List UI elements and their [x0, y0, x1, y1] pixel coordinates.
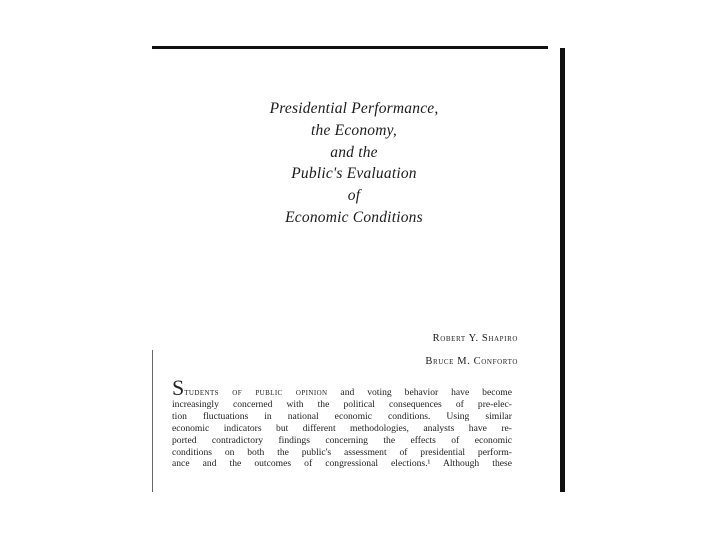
title-line-2: the Economy,: [311, 121, 397, 139]
author-1: Robert Y. Shapiro: [432, 333, 518, 344]
body-line-3: tion fluctuations in national economic conditions. Using similar: [172, 410, 512, 422]
lead-in-rest: and voting behavior have become: [327, 387, 512, 398]
title-line-4: Public's Evaluation: [291, 165, 417, 183]
body-line-1: [172, 375, 512, 400]
left-gutter-shadow: [152, 350, 153, 492]
author-list: [370, 327, 518, 373]
right-border-rule: [560, 48, 565, 492]
top-border-rule: [152, 46, 548, 49]
title-line-3: and the: [330, 143, 378, 161]
title-line-5: of: [347, 187, 361, 205]
article-title: [232, 98, 476, 229]
author-2: Bruce M. Conforto: [425, 356, 518, 367]
body-paragraph: [172, 375, 512, 470]
lead-in-smallcaps: tudents of public opinion: [184, 387, 328, 398]
title-line-1: Presidential Performance,: [269, 100, 439, 117]
body-line-2: increasingly concerned with the political consequences of pre-elec-: [172, 398, 512, 410]
body-line-6: conditions on both the public's assessment of presidential perform-: [172, 446, 512, 458]
body-line-7: ance and the outcomes of congressional elections.¹ Although these: [172, 458, 512, 470]
title-line-6: Economic Conditions: [285, 208, 423, 226]
body-line-4: economic indicators but different methodologies, analysts have re-: [172, 422, 512, 434]
drop-cap: S: [172, 375, 185, 400]
body-line-5: ported contradictory findings concerning the effects of economic: [172, 434, 512, 446]
